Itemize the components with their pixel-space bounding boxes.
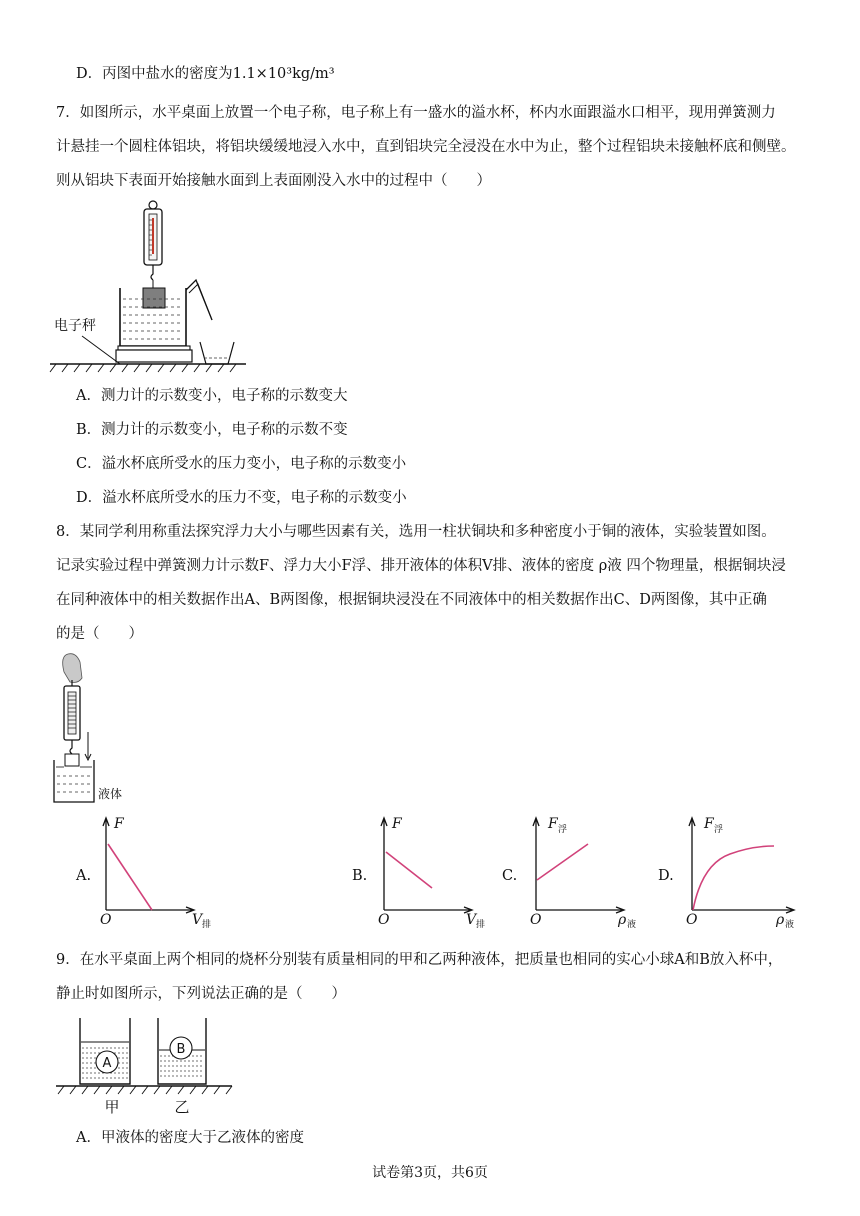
beaker-jia [80,1018,130,1084]
ball-a-label: A [102,1056,112,1071]
origin-label: O [100,912,112,928]
y-axis-subscript: 浮 [714,825,724,835]
x-axis-label: ρ [618,912,627,928]
aluminium-block [143,288,165,308]
q7-option-b: B．测力计的示数变小，电子称的示数不变 [76,422,348,438]
q9-option-a: A．甲液体的密度大于乙液体的密度 [76,1130,304,1146]
q7-apparatus-figure [48,196,248,378]
x-axis-subscript: 液 [785,920,795,930]
q8-option-c-label: C. [502,868,518,884]
q8-stem-line-2: 记录实验过程中弹簧测力计示数F、浮力大小F浮、排开液体的体积V排、液体的密度 ρ液 四个物理量，根据铜块浸 [56,558,786,574]
q8-option-d-label: D. [658,868,674,884]
x-axis-subscript: 排 [476,920,486,930]
x-axis-subscript: 排 [202,920,212,930]
y-axis-label: F [392,816,402,832]
q7-stem-line-3: 则从铝块下表面开始接触水面到上表面刚没入水中的过程中（ ） [56,173,491,189]
q7-option-d: D．溢水杯底所受水的压力不变，电子称的示数变小 [76,490,407,506]
q8-option-a-label: A. [76,868,92,884]
q8-stem-line-3: 在同种液体中的相关数据作出A、B两图像，根据铜块浸没在不同液体中的相关数据作出C、D两图像，其中正确 [56,592,767,608]
page-footer: 试卷第3页，共6页 [372,1165,488,1181]
ball-b-label: B [176,1042,186,1057]
origin-label: O [686,912,698,928]
q8-apparatus-figure [52,650,142,806]
q8-graph-d [682,814,812,930]
q8-graph-b [374,814,494,930]
graph-line [108,844,152,910]
q7-option-c: C．溢水杯底所受水的压力变小，电子称的示数变小 [76,456,407,472]
spring-balance-icon [64,686,80,754]
origin-label: O [530,912,542,928]
catch-beaker [200,342,234,364]
copper-block [65,754,79,766]
origin-label: O [378,912,390,928]
q7-option-a: A．测力计的示数变小，电子称的示数变大 [76,388,348,404]
label-yi: 乙 [174,1098,190,1116]
graph-curve [693,846,774,910]
graph-line [537,844,588,880]
y-axis-label: F [548,816,558,832]
y-axis-subscript: 浮 [558,825,568,835]
q7-figure-label: 电子秤 [54,318,96,334]
q8-graph-c [526,814,646,930]
overflow-cup [120,280,212,346]
q9-stem-line-2: 静止时如图所示，下列说法正确的是（ ） [56,986,346,1002]
q8-figure-label: 液体 [98,787,123,801]
graph-line [386,852,432,888]
q8-graph-a [96,814,236,930]
x-axis-label: V [466,912,477,928]
spring-balance-icon [144,201,162,288]
x-axis-label: ρ [776,912,785,928]
hand-icon [63,654,82,683]
q7-stem-line-1: 7．如图所示，水平桌面上放置一个电子称，电子称上有一盛水的溢水杯，杯内水面跟溢水口相平，现用弹簧测力 [56,105,776,121]
x-axis-subscript: 液 [627,920,637,930]
q8-stem-line-1: 8．某同学利用称重法探究浮力大小与哪些因素有关，选用一柱状铜块和多种密度小于铜的液体，实验装置如图。 [56,524,776,540]
y-axis-label: F [704,816,714,832]
q9-beakers-figure [54,1016,244,1114]
electronic-scale [82,336,192,364]
x-axis-label: V [192,912,203,928]
y-axis-label: F [114,816,124,832]
beaker-yi [158,1018,206,1084]
label-jia: 甲 [104,1098,120,1116]
q7-stem-line-2: 计悬挂一个圆柱体铝块，将铝块缓缓地浸入水中，直到铝块完全浸没在水中为止，整个过程铝块未接触杯底和侧壁。 [56,139,796,155]
q9-stem-line-1: 9．在水平桌面上两个相同的烧杯分别装有质量相同的甲和乙两种液体，把质量也相同的实心小球A和B放入杯中， [56,952,783,968]
q8-stem-line-4: 的是（ ） [56,626,143,642]
q6-option-d: D．丙图中盐水的密度为1.1×10³kg/m³ [76,66,335,82]
q8-option-b-label: B. [352,868,368,884]
